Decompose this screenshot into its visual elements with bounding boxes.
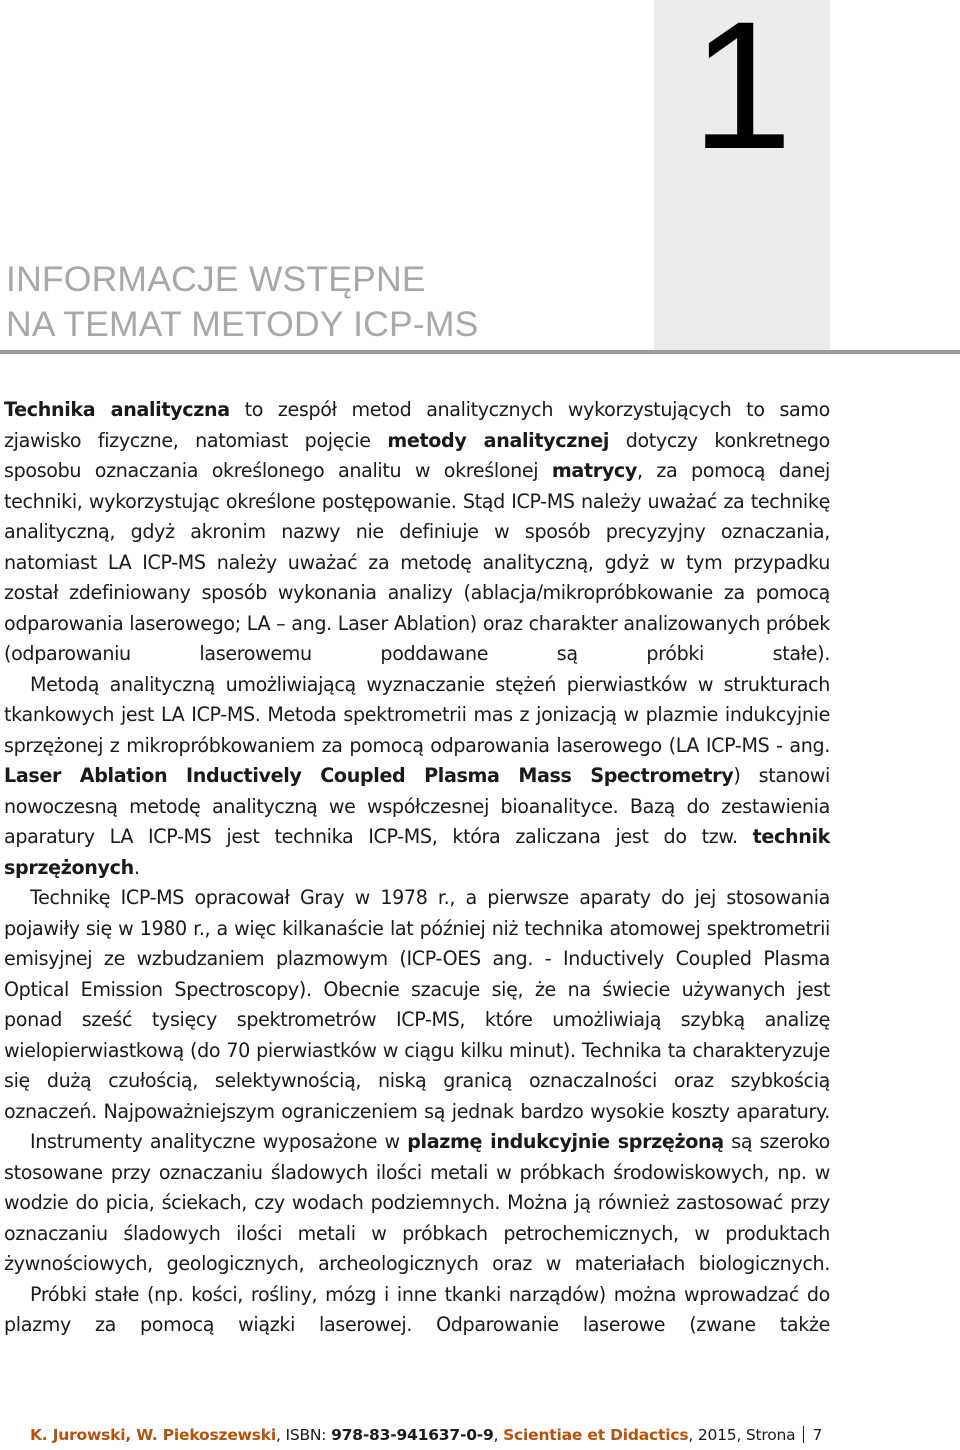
footer-page-number: 7 xyxy=(812,1426,823,1444)
text-run: metody analitycznej xyxy=(387,428,610,452)
footer-authors: K. Jurowski, W. Piekoszewski xyxy=(30,1426,277,1444)
chapter-title-line-2: NA TEMAT METODY ICP-MS xyxy=(6,304,479,344)
chapter-number: 1 xyxy=(691,0,793,187)
page-footer xyxy=(30,1423,822,1447)
chapter-number-box xyxy=(654,0,830,352)
text-run: Instrumenty analityczne wyposażone w xyxy=(30,1130,408,1153)
chapter-title-line-1: INFORMACJE WSTĘPNE xyxy=(6,259,426,299)
text-run: , za pomocą danej techniki, wykorzystując określone postępowanie. Stąd ICP-MS należy uważać za technikę analityczną, gdyż akronim nazwy nie definiuje w sposób precyzyjny oznaczania, natomiast LA ICP-MS należy uważać za metodę analityczną, gdyż w tym przypadku został zdefiniowany sposób wykonania analizy (ablacja/mikropróbkowanie za pomocą odparowania laserowego; LA – ang. Laser Ablation) oraz charakter analizowanych próbek (odparowaniu laserowemu poddawane są próbki stałe). xyxy=(4,459,830,665)
text-run: ) stanowi nowoczesną metodę analityczną we współczesnej bioanalityce. Bazą do zestawienia aparatury LA ICP-MS jest technika ICP-MS, która zaliczana jest do tzw. xyxy=(4,764,831,848)
text-run: Technikę ICP-MS opracował Gray w 1978 r., a pierwsze aparaty do jej stosowania pojawiły się w 1980 r., a więc kilkanaście lat później niż technika atomowej spektrometrii emisyjnej ze wzbudzaniem plazmowym (ICP-OES ang. - Inductively Coupled Plasma Optical Emission Spectroscopy). Obecnie szacuje się, że na świecie używanych jest ponad sześć tysięcy spektrometrów ICP-MS, które umożliwiają szybką analizę wielopierwiastkową (do 70 pierwiastków w ciągu kilku minut). Technika ta charakteryzuje się dużą czułością, selektywnością, niską granicą oznaczalności oraz szybkością oznaczeń. Najpoważniejszym ograniczeniem są jednak bardzo wysokie koszty aparatury. xyxy=(4,886,830,1123)
paragraph-4 xyxy=(4,1127,830,1280)
text-run: Laser Ablation Inductively Coupled Plasma Mass Spectrometry xyxy=(4,764,734,787)
paragraph-5 xyxy=(4,1280,830,1341)
body-text xyxy=(4,395,830,1341)
footer-isbn-label: , ISBN: xyxy=(276,1426,332,1444)
text-run: Metodą analityczną umożliwiającą wyznaczanie stężeń pierwiastków w strukturach tkankowych jest LA ICP-MS. Metoda spektrometrii mas z jonizacją w plazmie indukcyjnie sprzężonej z mikropróbkowaniem za pomocą odparowania laserowego (LA ICP-MS - ang. xyxy=(4,672,830,757)
footer-comma: , xyxy=(493,1426,504,1444)
text-run: Próbki stałe (np. kości, rośliny, mózg i inne tkanki narządów) można wprowadzać do plazmy za pomocą wiązki laserowej. Odparowanie laserowe (zwane także xyxy=(4,1282,830,1336)
text-run: to zespół metod analitycznych wykorzystujących to samo zjawisko fizyczne, natomiast pojęcie xyxy=(4,398,830,452)
text-run: Technika analityczna xyxy=(4,398,230,421)
text-run: technik sprzężonych xyxy=(4,825,830,879)
footer-year-page: , 2015, Strona xyxy=(688,1426,796,1444)
text-run: są szeroko stosowane przy oznaczaniu śladowych ilości metali w próbkach środowiskowych, np. w wodzie do picia, ściekach, czy wodach podziemnych. Można ją również zastosować przy oznaczaniu śladowych ilości metali w próbkach petrochemicznych, w produktach żywnościowych, geologicznych, archeologicznych oraz w materiałach biologicznych. xyxy=(4,1130,831,1275)
paragraph-1 xyxy=(4,395,830,670)
paragraph-3 xyxy=(4,883,830,1127)
paragraph-2 xyxy=(4,670,830,884)
chapter-title xyxy=(6,257,479,347)
footer-publisher: Scientiae et Didactics xyxy=(503,1426,689,1444)
footer-isbn: 978-83-941637-0-9 xyxy=(331,1426,494,1444)
footer-separator xyxy=(803,1426,804,1443)
text-run: matrycy xyxy=(551,459,637,482)
title-divider xyxy=(0,350,960,354)
text-run: plazmę indukcyjnie sprzężoną xyxy=(407,1130,724,1153)
text-run: . xyxy=(133,855,140,879)
text-run: dotyczy konkretnego sposobu oznaczania określonego analitu w określonej xyxy=(4,428,831,482)
